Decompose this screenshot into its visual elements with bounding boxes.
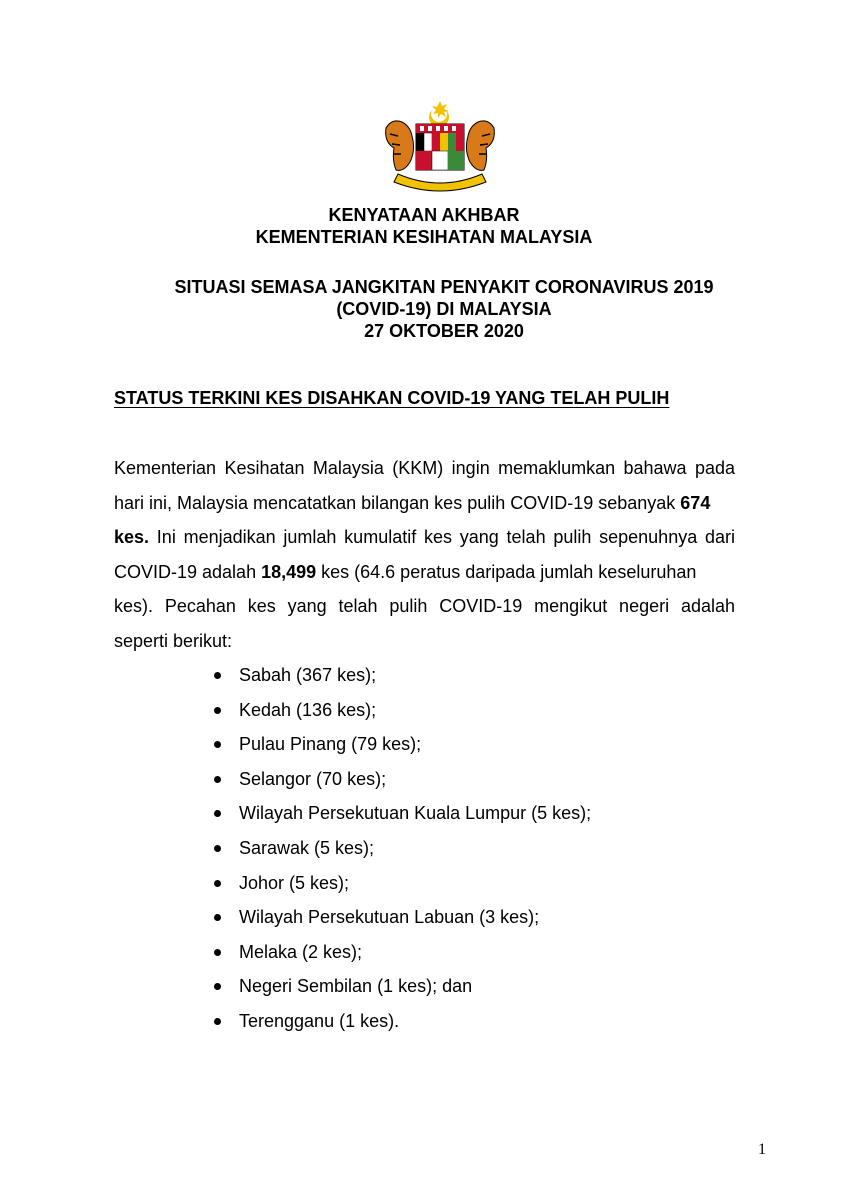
state-entry: Melaka (2 kes); — [239, 941, 363, 962]
bullet-icon — [214, 810, 221, 817]
paragraph-line: seperti berikut: — [114, 630, 233, 651]
bullet-icon — [214, 672, 221, 679]
paragraph-text: hari ini, Malaysia mencatatkan bilangan kes pulih COVID-19 sebanyak — [114, 492, 681, 513]
state-entry: Johor (5 kes); — [239, 872, 350, 893]
press-release-heading — [0, 204, 848, 248]
ministry-name: KEMENTERIAN KESIHATAN MALAYSIA — [255, 227, 593, 247]
list-item — [212, 658, 591, 693]
paragraph-text: Ini menjadikan jumlah kumulatif kes yang telah pulih sepenuhnya dari — [149, 527, 735, 548]
bullet-icon — [214, 707, 221, 714]
bullet-icon — [214, 741, 221, 748]
paragraph-line — [114, 520, 735, 555]
state-entry: Selangor (70 kes); — [239, 768, 387, 789]
cumulative-recovered-count: 18,499 — [261, 561, 317, 582]
list-item — [212, 900, 591, 935]
state-entry: Terengganu (1 kes). — [239, 1010, 400, 1031]
paragraph-line — [114, 486, 735, 521]
bullet-icon — [214, 983, 221, 990]
list-item — [212, 693, 591, 728]
title-line-2: (COVID-19) DI MALAYSIA — [336, 299, 552, 319]
paragraph-text: kes (64.6 peratus daripada jumlah keseluruhan — [316, 561, 697, 582]
paragraph-line: kes). Pecahan kes yang telah pulih COVID-19 mengikut negeri adalah — [114, 596, 735, 617]
list-item — [212, 1004, 591, 1039]
document-title — [40, 276, 848, 342]
paragraph-text: COVID-19 adalah — [114, 561, 262, 582]
state-entry: Negeri Sembilan (1 kes); dan — [239, 976, 473, 997]
title-line-1: SITUASI SEMASA JANGKITAN PENYAKIT CORONAVIRUS 2019 — [174, 277, 714, 297]
bullet-icon — [214, 880, 221, 887]
bullet-icon — [214, 1018, 221, 1025]
section-subheading: STATUS TERKINI KES DISAHKAN COVID-19 YANG TELAH PULIH — [114, 388, 670, 408]
state-entry: Sabah (367 kes); — [239, 665, 377, 685]
body-paragraph — [114, 451, 735, 659]
bullet-icon — [214, 776, 221, 783]
list-item — [212, 969, 591, 1004]
list-item — [212, 831, 591, 866]
recovered-today-count: 674 — [680, 492, 711, 513]
paragraph-line — [114, 555, 735, 590]
list-item — [212, 762, 591, 797]
cases-unit-bold: kes. — [114, 527, 150, 548]
bullet-icon — [214, 845, 221, 852]
bullet-icon — [214, 949, 221, 956]
bullet-icon — [214, 914, 221, 921]
page-number: 1 — [758, 1141, 766, 1158]
list-item — [212, 796, 591, 831]
state-entry: Wilayah Persekutuan Labuan (3 kes); — [239, 907, 540, 928]
state-breakdown-list — [212, 658, 591, 1039]
malaysia-coat-of-arms-emblem — [378, 100, 502, 192]
list-item — [212, 935, 591, 970]
state-entry: Sarawak (5 kes); — [239, 837, 375, 858]
document-date: 27 OKTOBER 2020 — [364, 321, 524, 341]
state-entry: Pulau Pinang (79 kes); — [239, 734, 422, 755]
state-entry: Kedah (136 kes); — [239, 699, 377, 720]
paragraph-line: Kementerian Kesihatan Malaysia (KKM) ingin memaklumkan bahawa pada — [114, 458, 735, 478]
coat-of-arms-icon — [378, 100, 502, 192]
state-entry: Wilayah Persekutuan Kuala Lumpur (5 kes); — [239, 803, 592, 824]
press-release-label: KENYATAAN AKHBAR — [328, 205, 520, 225]
list-item — [212, 866, 591, 901]
list-item — [212, 727, 591, 762]
